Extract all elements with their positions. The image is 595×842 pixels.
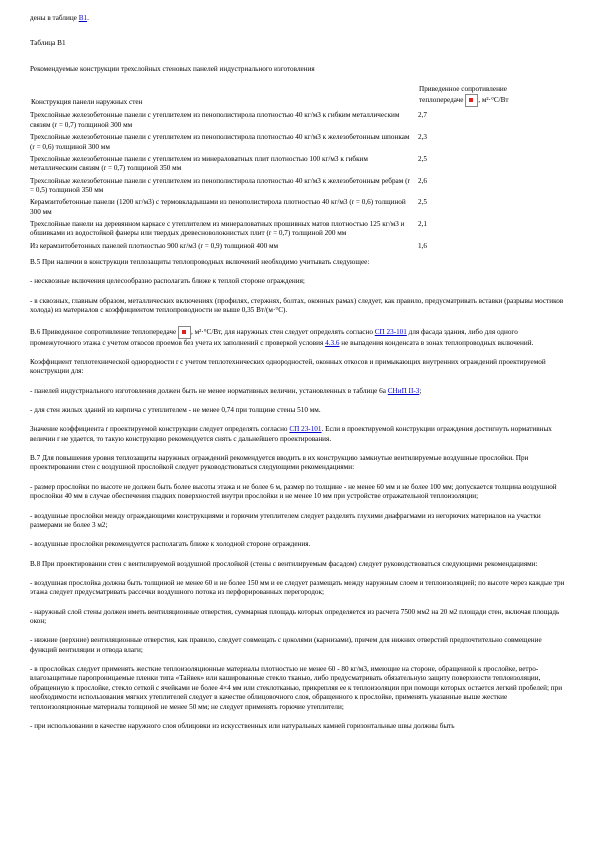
panels-text: - панелей индустриального изготовления должен быть не менее нормативных величин, установленных в таблице 6а — [30, 386, 388, 395]
header-resistance-unit: , м²·°С/Вт — [478, 96, 509, 105]
b6-text-d: не выпадения конденсата в зонах теплопроводных включений. — [339, 338, 534, 347]
table-row — [30, 133, 562, 155]
header-resistance — [418, 84, 562, 111]
wall-panels-table — [30, 84, 562, 254]
row-construction: Трехслойные панели на деревянном каркасе с утеплителем из минераловатных прошивных матов плотностью 125 кг/м3 и обшивками из водостойкой фанеры или твердых древесноволокнистых плит (r = 0,7) толщиной 200 мм — [30, 220, 405, 238]
row-construction: Керамзитобетонные панели (1200 кг/м3) с термовкладышами из пенополистирола плотностью 40 кг/м3 (r = 0,6) толщиной 300 мм — [30, 198, 406, 216]
b6-text-c: для фасада здания, либо для одного промежуточного этажа с учетом откосов проемов без учета их заполнений с проверкой условия — [30, 327, 518, 347]
paragraph-r-value — [30, 425, 567, 444]
row-value: 2,1 — [418, 220, 427, 229]
table-row — [30, 177, 562, 199]
row-construction: Трехслойные железобетонные панели с утеплителем из минераловатных плит плотностью 100 кг/м3 к гибким металлическим связям (r = 0,7) толщиной 350 мм — [30, 154, 368, 173]
row-value: 2,3 — [418, 133, 427, 142]
formula-image-icon — [465, 94, 478, 107]
intro-line — [30, 14, 567, 23]
header-resistance-line2 — [419, 94, 561, 107]
intro-text: дены в таблице — [30, 14, 79, 22]
r-value-text-a: Значение коэффициента r проектируемой конструкции следует определять согласно — [30, 425, 290, 434]
paragraph-b8-item3: - нижние (верхние) вентиляционные отверстия, как правило, следует совмещать с цоколями (карнизами), причем для нижних отверстий предпочтительно совмещение функций вентиляции и отвода влаги; — [30, 636, 542, 654]
paragraph-b8-item2: - наружный слой стены должен иметь вентиляционные отверстия, суммарная площадь которых определяется из расчета 7500 мм2 на 20 м2 площади стен, включая площадь окон; — [30, 607, 560, 626]
paragraph-b8-item1: - воздушная прослойка должна быть толщиной не менее 60 и не более 150 мм и ее следует размещать между наружным слоем и теплоизоляцией; по высоте через каждые три этажа следует предусматривать рассечки воздушного потока из перфорированных перегородок; — [30, 578, 565, 597]
header-resistance-line1: Приведенное сопротивление — [419, 85, 507, 94]
row-value: 2,7 — [418, 111, 427, 120]
paragraph-b7-item3: - воздушные прослойки рекомендуется располагать ближе к холодной стороне ограждения. — [30, 540, 311, 549]
paragraph-b7: В.7 Для повышения уровня теплозащиты наружных ограждений рекомендуется вводить в их конструкцию замкнутые вентилируемые воздушные прослойки. При проектировании стен с воздушной прослойкой следует руководствоваться следующими рекомендациями: — [30, 454, 529, 472]
row-value: 1,6 — [418, 241, 427, 250]
table-row — [30, 111, 562, 133]
panels-end: ; — [419, 386, 422, 395]
b6-text-b: , м²·°С/Вт, для наружных стен следует определять согласно — [190, 327, 375, 336]
row-value: 2,5 — [418, 198, 427, 207]
paragraph-b5-item1: - несквозные включения целесообразно располагать ближе к теплой стороне ограждения; — [30, 277, 305, 286]
link-sp-23-101[interactable]: СП 23-101 — [374, 327, 407, 336]
formula-image-icon — [178, 326, 191, 339]
paragraph-b5-item2: - в сквозных, главным образом, металлических включениях (профилях, стержнях, болтах, оконных рамах) следует, как правило, предусматривать вставки (разрывы мостиков холода) из материалов с коэффициентом теплопроводности не выше 0,35 Вт/(м·°С). — [30, 296, 564, 315]
paragraph-b8-item4: - в прослойках следует применять жесткие теплоизоляционные материалы плотностью не менее 60 - 80 кг/м3, имеющие на стороне, обращенной к прослойке, ветро-влагозащитные паропроницаемые пленки типа «Тайвек» или кашированные стекло тканью, либо предусматривать обязательную защиту поверхности теплоизоляции, обращенную к прослойке, стекло сеткой с ячейками не более 4×4 мм или стеклотканью, прикрепляя ее к теплоизоляции при помощи которых остается легкий пробелей; при необходимости использования мягких утеплителей следует в качестве облицовочного слоя, обращенного к прослойке, применять указанные выше жесткие теплоизоляционные материалы толщиной не менее 50 мм; не следует применять горючие утеплители; — [30, 665, 563, 711]
r-value-text-b: . Если в проектируемой конструкции ограждения достигнуть нормативных величин r не удается, то такую конструкцию рекомендуется снять с дальнейшего проектирования. — [30, 425, 552, 443]
row-construction: Из керамзитобетонных панелей плотностью 900 кг/м3 (r = 0,9) толщиной 400 мм — [30, 241, 279, 250]
table-row — [30, 155, 562, 177]
row-construction: Трехслойные железобетонные панели с утеплителем из пенополистирола плотностью 40 кг/м3 к железобетонным шпонкам (r = 0,6) толщиной 300 мм — [30, 133, 410, 151]
row-value: 2,5 — [418, 154, 427, 163]
table-row — [30, 198, 562, 220]
paragraph-b6 — [30, 326, 567, 348]
link-table-b1[interactable]: В1 — [78, 14, 88, 22]
paragraph-b8-item5: - при использовании в качестве наружного слоя облицовки из искусственных или натуральных камней горизонтальные швы должны быть — [30, 721, 455, 730]
paragraph-b7-item1: - размер прослойки по высоте не должен быть более высоты этажа и не более 6 м, размер по толщине - не менее 60 мм и не более 100 мм; допускается толщина воздушной прослойки 40 мм в случае обеспечения гладких поверхностей внутри прослойки и не менее 10 мм при устройстве отражательной теплоизоляции; — [30, 482, 557, 501]
table-title: Рекомендуемые конструкции трехслойных стеновых панелей индустриального изготовления — [30, 64, 315, 73]
paragraph-b8: В.8 При проектировании стен с вентилируемой воздушной прослойкой (стены с вентилируемым фасадом) следует руководствоваться следующими рекомендациями: — [30, 559, 538, 568]
row-construction: Трехслойные железобетонные панели с утеплителем из пенополистирола плотностью 40 кг/м3 к гибким металлическим связям (r = 0,7) толщиной 300 мм — [30, 111, 400, 129]
paragraph-panels — [30, 387, 567, 396]
link-snip-ii-3[interactable]: СНиП II-3 — [387, 386, 420, 395]
header-construction: Конструкция панели наружных стен — [31, 98, 143, 107]
link-sp-23-101-2[interactable]: СП 23-101 — [289, 425, 322, 434]
row-value: 2,6 — [418, 176, 427, 185]
link-4-3-6[interactable]: 4.3.6 — [325, 338, 340, 347]
paragraph-coefficient: Коэффициент теплотехнической однородности r с учетом теплотехнических однородностей, оконных откосов и примыкающих внутренних ограждений проектируемой конструкции для: — [30, 357, 546, 376]
table-header-row — [30, 84, 562, 111]
paragraph-b7-item2: - воздушные прослойки между ограждающими конструкциями и горючим утеплителем следует разделять глухими диафрагмами из негорючих материалов на участки размерами не более 3 м2; — [30, 511, 541, 529]
intro-end: . — [87, 14, 89, 22]
table-row — [30, 220, 562, 242]
paragraph-brick: - для стен жилых зданий из кирпича с утеплителем - не менее 0,74 при толщине стены 510 мм. — [30, 405, 321, 414]
b6-text-a: В.6 Приведенное сопротивление теплопередаче — [30, 327, 178, 336]
paragraph-b5: В.5 При наличии в конструкции теплозащиты теплопроводных включений необходимо учитывать следующее: — [30, 258, 370, 267]
table-caption: Таблица В1 — [30, 39, 66, 48]
table-row — [30, 242, 562, 254]
row-construction: Трехслойные железобетонные панели с утеплителем из пенополистирола плотностью 40 кг/м3 к железобетонным ребрам (r = 0,5) толщиной 350 мм — [30, 176, 410, 194]
header-resistance-label: теплопередаче — [419, 96, 464, 105]
